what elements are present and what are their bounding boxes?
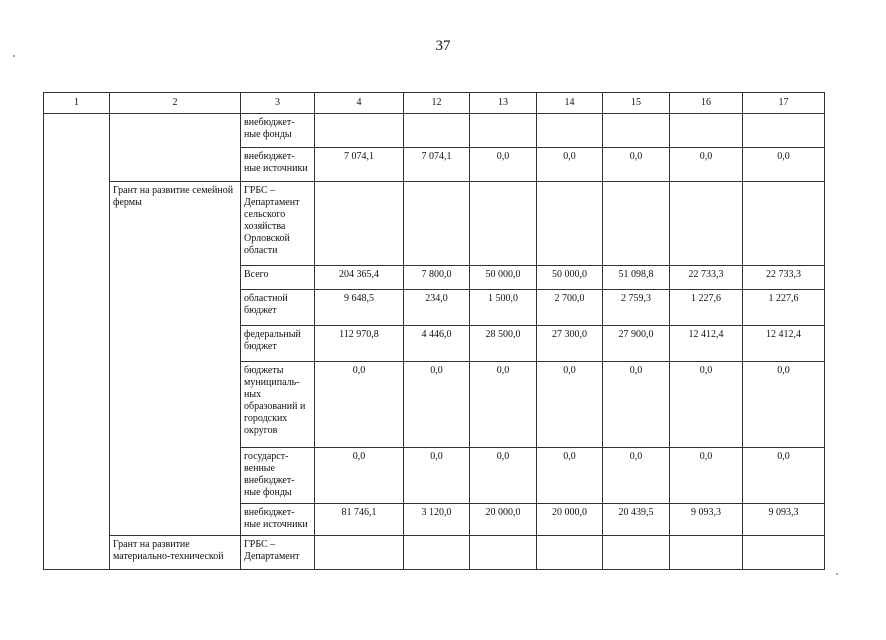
col-header: 3 <box>241 93 315 114</box>
value-cell: 4 446,0 <box>404 326 470 362</box>
value-cell: 0,0 <box>743 448 825 504</box>
value-cell: 9 093,3 <box>743 504 825 536</box>
value-cell: 22 733,3 <box>743 266 825 290</box>
value-cell: 0,0 <box>537 148 603 182</box>
grant-title-cell: Грант на развитие материально-технической <box>110 536 241 570</box>
scan-speck <box>13 55 15 57</box>
value-cell: 0,0 <box>537 448 603 504</box>
value-cell: 51 098,8 <box>603 266 670 290</box>
value-cell: 0,0 <box>315 362 404 448</box>
funding-source-cell: областной бюджет <box>241 290 315 326</box>
value-cell: 2 700,0 <box>537 290 603 326</box>
value-cell: 20 000,0 <box>537 504 603 536</box>
grant-title-cell <box>110 114 241 182</box>
value-cell: 7 074,1 <box>315 148 404 182</box>
value-cell <box>743 182 825 266</box>
funding-source-cell: внебюджет- ные источники <box>241 148 315 182</box>
value-cell <box>537 536 603 570</box>
funding-source-cell: внебюджет- ные фонды <box>241 114 315 148</box>
funding-source-cell: бюджеты муниципаль- ных образований и городских округов <box>241 362 315 448</box>
header-row <box>44 93 825 114</box>
value-cell: 112 970,8 <box>315 326 404 362</box>
value-cell: 9 093,3 <box>670 504 743 536</box>
value-cell <box>404 114 470 148</box>
value-cell <box>537 182 603 266</box>
col-header: 12 <box>404 93 470 114</box>
col-header: 15 <box>603 93 670 114</box>
funding-source-cell: ГРБС – Департамент сельского хозяйства Орловской области <box>241 182 315 266</box>
value-cell: 0,0 <box>670 362 743 448</box>
value-cell: 12 412,4 <box>670 326 743 362</box>
value-cell <box>670 114 743 148</box>
value-cell: 7 800,0 <box>404 266 470 290</box>
value-cell <box>315 536 404 570</box>
value-cell: 2 759,3 <box>603 290 670 326</box>
funding-source-cell: ГРБС – Департамент <box>241 536 315 570</box>
value-cell: 0,0 <box>670 448 743 504</box>
value-cell <box>743 114 825 148</box>
grant-title-cell: Грант на развитие семейной фермы <box>110 182 241 536</box>
value-cell <box>670 182 743 266</box>
value-cell <box>315 114 404 148</box>
value-cell <box>404 182 470 266</box>
value-cell: 50 000,0 <box>470 266 537 290</box>
budget-table <box>43 92 825 570</box>
value-cell <box>470 536 537 570</box>
table-row <box>44 182 825 266</box>
value-cell: 204 365,4 <box>315 266 404 290</box>
value-cell <box>470 182 537 266</box>
value-cell <box>537 114 603 148</box>
value-cell: 0,0 <box>603 362 670 448</box>
value-cell: 0,0 <box>603 448 670 504</box>
funding-source-cell: Всего <box>241 266 315 290</box>
col-header: 4 <box>315 93 404 114</box>
value-cell: 0,0 <box>404 448 470 504</box>
value-cell: 20 000,0 <box>470 504 537 536</box>
value-cell: 81 746,1 <box>315 504 404 536</box>
funding-source-cell: внебюджет- ные источники <box>241 504 315 536</box>
scan-speck <box>836 573 838 575</box>
funding-source-cell: государст- венные внебюджет- ные фонды <box>241 448 315 504</box>
col-header: 14 <box>537 93 603 114</box>
value-cell <box>315 182 404 266</box>
value-cell <box>670 536 743 570</box>
value-cell <box>603 114 670 148</box>
funding-source-cell: федеральный бюджет <box>241 326 315 362</box>
value-cell: 28 500,0 <box>470 326 537 362</box>
value-cell: 0,0 <box>743 148 825 182</box>
value-cell: 12 412,4 <box>743 326 825 362</box>
value-cell: 27 900,0 <box>603 326 670 362</box>
value-cell: 1 227,6 <box>743 290 825 326</box>
value-cell: 0,0 <box>537 362 603 448</box>
value-cell: 0,0 <box>470 448 537 504</box>
value-cell: 1 227,6 <box>670 290 743 326</box>
value-cell: 22 733,3 <box>670 266 743 290</box>
table-row <box>44 536 825 570</box>
col-header: 2 <box>110 93 241 114</box>
value-cell: 50 000,0 <box>537 266 603 290</box>
value-cell: 1 500,0 <box>470 290 537 326</box>
value-cell: 234,0 <box>404 290 470 326</box>
value-cell: 0,0 <box>404 362 470 448</box>
value-cell: 0,0 <box>470 362 537 448</box>
page-number: 37 <box>435 38 451 54</box>
program-cell <box>44 114 110 570</box>
value-cell <box>603 536 670 570</box>
value-cell <box>743 536 825 570</box>
value-cell: 3 120,0 <box>404 504 470 536</box>
value-cell <box>404 536 470 570</box>
value-cell: 27 300,0 <box>537 326 603 362</box>
col-header: 13 <box>470 93 537 114</box>
col-header: 17 <box>743 93 825 114</box>
value-cell: 0,0 <box>670 148 743 182</box>
value-cell: 0,0 <box>743 362 825 448</box>
value-cell: 0,0 <box>603 148 670 182</box>
value-cell: 20 439,5 <box>603 504 670 536</box>
value-cell: 9 648,5 <box>315 290 404 326</box>
table-row <box>44 114 825 148</box>
value-cell <box>603 182 670 266</box>
value-cell: 0,0 <box>470 148 537 182</box>
value-cell <box>470 114 537 148</box>
col-header: 1 <box>44 93 110 114</box>
value-cell: 0,0 <box>315 448 404 504</box>
col-header: 16 <box>670 93 743 114</box>
value-cell: 7 074,1 <box>404 148 470 182</box>
